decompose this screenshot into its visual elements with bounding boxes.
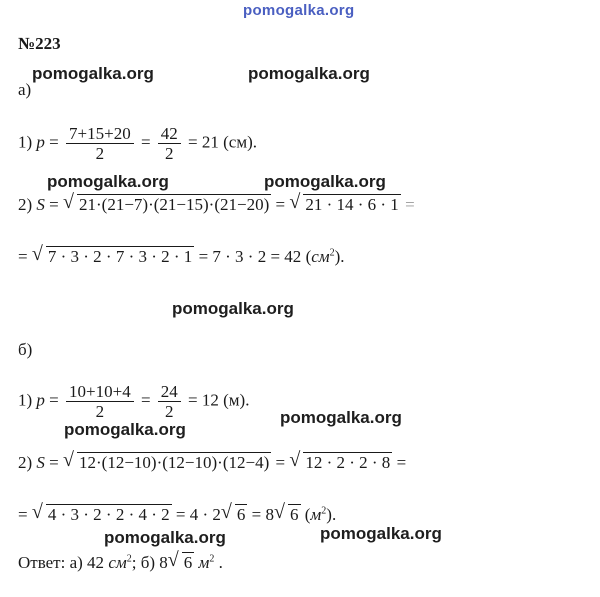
step-number: 1) — [18, 132, 33, 152]
watermark-1: pomogalka.org — [32, 64, 154, 83]
answer-b-exponent: 2 — [209, 553, 215, 565]
watermark-5: pomogalka.org — [172, 299, 294, 318]
equals: = — [18, 247, 28, 266]
denominator: 2 — [95, 402, 105, 421]
square-root — [34, 246, 194, 267]
fraction — [158, 124, 181, 163]
square-root — [65, 194, 271, 215]
radicand: 6 — [236, 505, 246, 524]
denominator: 2 — [165, 402, 174, 421]
numerator: 24 — [158, 382, 181, 402]
step-number: 1) — [18, 390, 33, 410]
denominator: 2 — [165, 144, 174, 163]
part-b-step1 — [18, 382, 249, 421]
fraction — [158, 382, 181, 421]
watermark-8: pomogalka.org — [104, 528, 226, 547]
unit: м — [310, 505, 322, 524]
denominator: 2 — [95, 144, 105, 163]
fraction — [66, 124, 134, 163]
unit-exponent: 2 — [321, 505, 327, 517]
radicand: 12 · 2 · 2 · 8 — [305, 453, 391, 472]
equals: = — [49, 390, 59, 410]
closing: ). — [334, 247, 345, 266]
part-a-label: а) — [18, 80, 32, 99]
radicand: 21·(21−7)·(21−15)·(21−20) — [79, 195, 270, 214]
radicand: 6 — [290, 505, 299, 524]
equals: = — [275, 453, 286, 472]
answer-end: . — [218, 553, 223, 572]
watermark-2: pomogalka.org — [248, 64, 370, 83]
answer-a-unit: см — [108, 553, 127, 572]
equals-eight: = 8 — [251, 505, 274, 524]
watermark-3: pomogalka.org — [47, 172, 169, 191]
part-a-step1 — [18, 124, 257, 163]
perimeter-variable: p — [36, 132, 45, 152]
answer-line — [18, 552, 223, 573]
area-variable: S — [36, 453, 45, 472]
answer-square-root — [170, 552, 195, 573]
result: = 21 (см). — [188, 132, 258, 152]
square-root-six — [223, 504, 248, 525]
numerator: 10+10+4 — [66, 382, 134, 402]
fraction — [66, 382, 134, 421]
equals: = — [140, 132, 151, 152]
result: = 12 (м). — [188, 390, 250, 410]
radicand: 6 — [183, 553, 193, 572]
square-root-six — [276, 504, 301, 525]
numerator: 7+15+20 — [66, 124, 134, 144]
area-variable: S — [36, 195, 45, 214]
problem-number: №223 — [18, 34, 61, 53]
answer-a-exponent: 2 — [126, 553, 132, 565]
square-root — [34, 504, 172, 525]
answer-separator: ; б) 8 — [131, 553, 168, 572]
equals: = — [49, 453, 59, 472]
unit: см — [311, 247, 330, 266]
result: = 7 · 3 · 2 = 42 — [198, 247, 302, 266]
radicand: 12·(12−10)·(12−10)·(12−4) — [79, 453, 270, 472]
trailing-equals: = — [396, 453, 407, 472]
watermark-9: pomogalka.org — [320, 524, 442, 543]
closing: ). — [326, 505, 337, 524]
perimeter-variable: p — [36, 390, 45, 410]
watermark-7: pomogalka.org — [64, 420, 186, 439]
trailing-equals: = — [405, 195, 415, 214]
radicand: 21 · 14 · 6 · 1 — [305, 195, 399, 214]
answer-label: Ответ: — [18, 553, 66, 572]
numerator: 42 — [158, 124, 181, 144]
part-b-step2-cont: = √ 4 · 3 · 2 · 2 · 4 · 2 = 4 · 2√ 6 = 8√ 6 $(м^2)$. — [18, 504, 336, 525]
watermark-4: pomogalka.org — [264, 172, 386, 191]
equals: = — [275, 195, 286, 214]
radicand: 7 · 3 · 2 · 7 · 3 · 2 · 1 — [47, 247, 193, 266]
step-number: 2) — [18, 453, 33, 472]
radicand: 4 · 3 · 2 · 2 · 4 · 2 — [47, 505, 170, 524]
equals: = — [49, 132, 59, 152]
top-watermark[interactable]: pomogalka.org — [243, 2, 355, 19]
equals: = — [140, 390, 151, 410]
equals: = — [49, 195, 59, 214]
part-b-label: б) — [18, 340, 33, 359]
part-b-step2 — [18, 452, 406, 473]
part-a-step2-cont: = √ 7 · 3 · 2 · 7 · 3 · 2 · 1 = 7 · 3 · 2 = 42 $(см^2)$. — [18, 246, 345, 267]
unit-exponent: 2 — [329, 247, 335, 259]
intermediate: = 4 · 2 — [175, 505, 221, 524]
answer-a: а) 42 — [69, 553, 105, 572]
square-root — [291, 194, 400, 215]
square-root — [291, 452, 392, 473]
answer-b-unit: м — [198, 553, 210, 572]
part-a-step2 — [18, 194, 415, 215]
equals: = — [18, 505, 28, 524]
square-root — [65, 452, 271, 473]
step-number: 2) — [18, 195, 33, 214]
watermark-6: pomogalka.org — [280, 408, 402, 427]
